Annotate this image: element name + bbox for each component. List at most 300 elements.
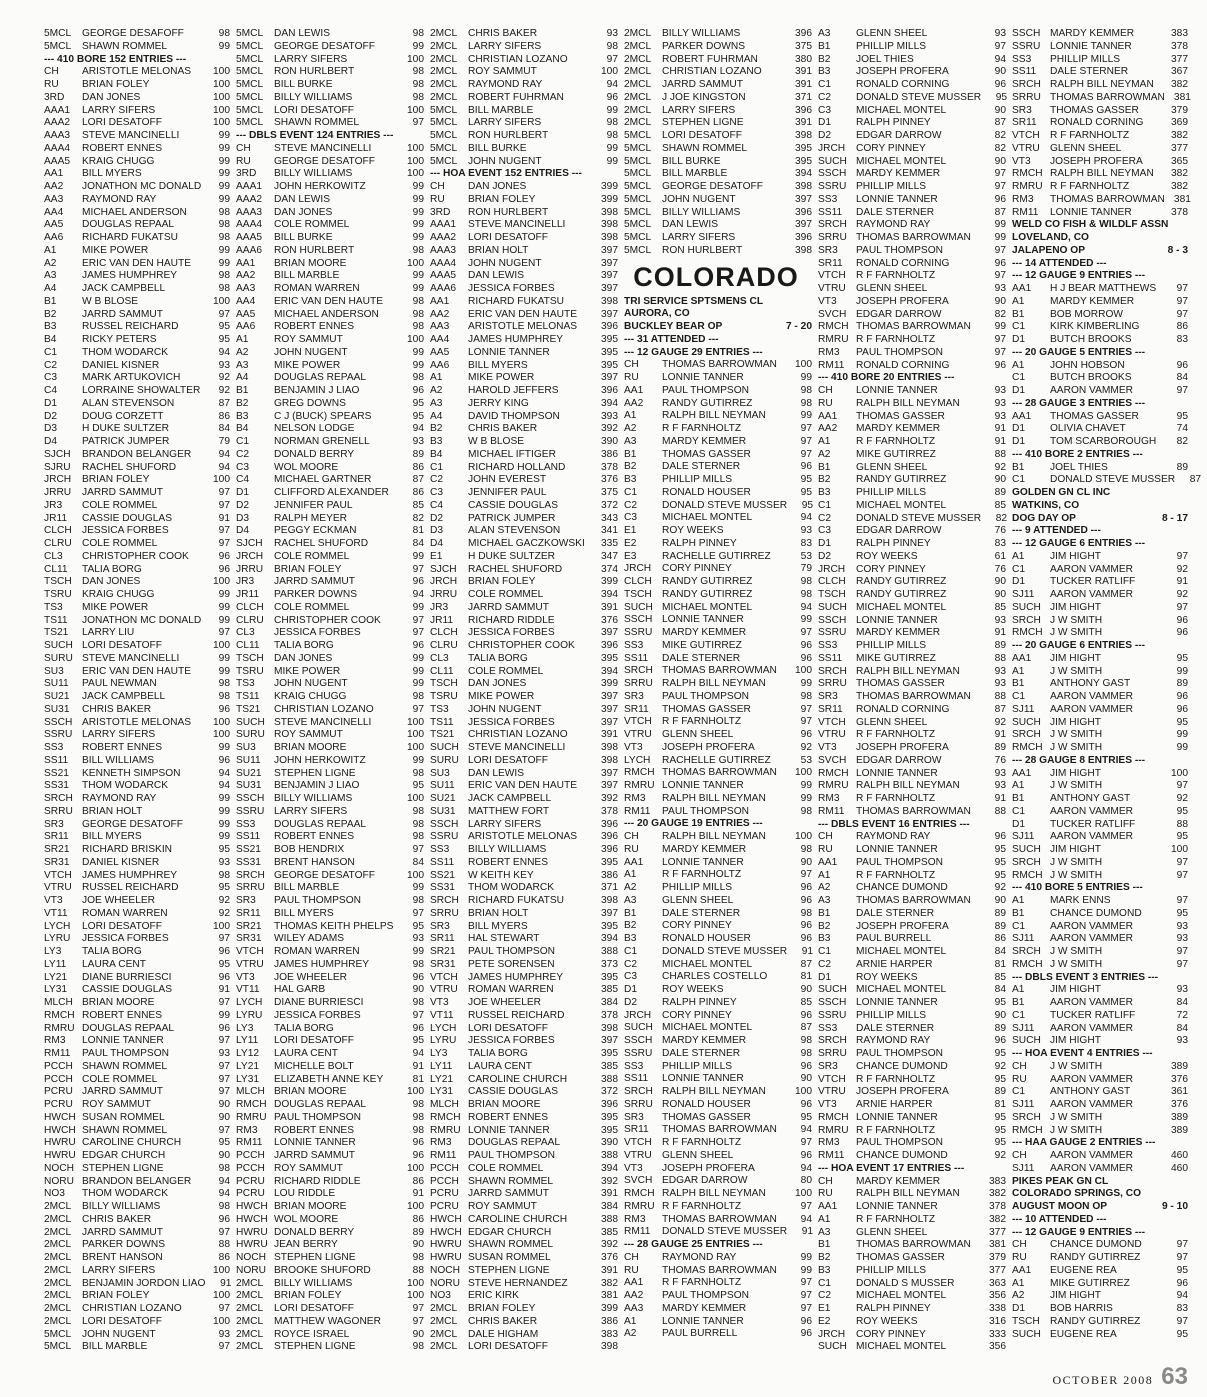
score: 100	[213, 117, 230, 129]
result-row	[44, 500, 236, 513]
class-code: D2	[818, 550, 832, 562]
class-code: C1	[818, 499, 832, 511]
score: 398	[795, 244, 812, 256]
result-row	[44, 564, 236, 577]
result-row	[430, 576, 624, 589]
result-row	[430, 1316, 624, 1329]
score: 397	[795, 193, 812, 205]
score: 396	[795, 28, 812, 39]
result-row	[624, 79, 818, 92]
class-code: SJCH	[236, 538, 263, 549]
shooter-name: AARON VAMMER	[1050, 1073, 1134, 1085]
shooter-name: RANDY GUTIRREZ	[662, 576, 753, 587]
result-row	[236, 844, 430, 857]
shooter-name: RONALD HOUSER	[662, 933, 751, 944]
shooter-name: DALE STERNER	[662, 461, 741, 473]
result-row	[236, 1137, 430, 1150]
score: 392	[601, 423, 618, 435]
shooter-name: AARON VAMMER	[1050, 1162, 1134, 1174]
result-row	[430, 1265, 624, 1278]
class-code: D1	[1012, 385, 1026, 396]
result-row	[44, 576, 236, 589]
shooter-name: DALE STERNER	[662, 1047, 741, 1059]
score: 395	[601, 1048, 618, 1059]
shooter-name: JOHN HOBSON	[1050, 359, 1125, 371]
class-code: TS3	[236, 678, 255, 690]
class-code: A2	[818, 448, 831, 460]
class-code: RMCH	[44, 1009, 75, 1021]
class-code: VTRU	[1012, 142, 1040, 154]
shooter-name: JIM HIGHT	[1050, 652, 1101, 664]
result-row	[430, 564, 624, 577]
result-row	[44, 258, 236, 271]
score: 81	[800, 971, 812, 983]
shooter-name: JOSEPH PROFERA	[856, 66, 949, 78]
result-row	[236, 219, 430, 232]
score: 99	[1176, 742, 1188, 753]
result-row	[1012, 691, 1194, 704]
class-code: A1	[624, 410, 637, 422]
score: 99	[606, 104, 618, 116]
shooter-name: JEAN BERRY	[274, 1239, 338, 1251]
score: 92	[994, 716, 1006, 728]
shooter-name: DONALD STEVE MUSSER	[662, 1226, 788, 1238]
shooter-name: BRIAN FOLEY	[82, 1290, 150, 1302]
shooter-name: DAN LEWIS	[274, 193, 331, 205]
shooter-name: LARRY SIFERS	[662, 232, 736, 243]
score: 94	[412, 423, 424, 435]
result-row	[624, 997, 818, 1010]
shooter-name: JIM HIGHT	[1050, 601, 1101, 613]
score: 99	[218, 601, 230, 613]
shooter-name: ARISTOTLE MELONAS	[82, 66, 192, 78]
score: 83	[1176, 1303, 1188, 1314]
score: 83	[800, 537, 812, 549]
class-code: 2MCL	[430, 28, 458, 39]
result-row	[430, 258, 624, 271]
shooter-name: JOSEPH PROFERA	[1050, 155, 1143, 167]
result-row	[430, 933, 624, 946]
score: 94	[606, 79, 618, 90]
score: 100	[407, 168, 424, 180]
shooter-name: PAUL THOMPSON	[274, 1111, 361, 1123]
score: 87	[800, 958, 812, 970]
class-code: SUCH	[818, 984, 847, 996]
class-code: 2MCL	[624, 28, 652, 39]
score: 372	[601, 1086, 618, 1098]
score: 90	[994, 155, 1006, 167]
score: 384	[601, 997, 618, 1008]
shooter-name: SUSAN ROMMEL	[82, 1111, 165, 1123]
shooter-name: ALAN STEVENSON	[468, 525, 561, 537]
score: 338	[989, 1303, 1006, 1314]
shooter-name: COLE ROMMEL	[274, 601, 350, 613]
score: 93	[606, 28, 618, 39]
result-row	[624, 423, 818, 436]
result-row	[624, 653, 818, 666]
shooter-name: RAYMOND RAY	[662, 1251, 737, 1263]
class-code: SS3	[818, 193, 838, 205]
shooter-name: MATTHEW WAGONER	[274, 1315, 381, 1327]
score: 391	[795, 79, 812, 90]
result-row	[818, 717, 1012, 730]
score: 97	[412, 703, 424, 715]
result-row	[1012, 1035, 1194, 1048]
class-code: RMCH	[624, 1188, 655, 1199]
shooter-name: BILL WILLIAMS	[82, 754, 155, 766]
score: 99	[412, 754, 424, 766]
class-code: CLCH	[44, 525, 72, 537]
section-heading	[1012, 1227, 1194, 1240]
result-row	[624, 920, 818, 933]
score: 90	[994, 589, 1006, 600]
result-row	[430, 1125, 624, 1138]
score: 397	[601, 1035, 618, 1047]
shooter-name: JIM HIGHT	[1050, 1035, 1101, 1047]
score: 84	[1176, 372, 1188, 384]
score: 98	[218, 691, 230, 702]
shooter-name: ROBERT ENNES	[274, 1124, 355, 1136]
score: 398	[601, 232, 618, 243]
shooter-name: PAUL BURRELL	[662, 1328, 738, 1340]
shooter-name: DALE STERNER	[662, 652, 741, 664]
result-row	[430, 1201, 624, 1214]
score: 97	[218, 1035, 230, 1047]
score: 99	[800, 614, 812, 626]
score: 396	[795, 232, 812, 243]
class-code: SU31	[44, 703, 70, 715]
result-row	[430, 143, 624, 156]
shooter-name: LORI DESATOFF	[82, 117, 163, 129]
shooter-name: BRIAN MOORE	[274, 257, 347, 269]
class-code: PCRU	[430, 1188, 459, 1200]
shooter-name: RACHEL SHUFORD	[468, 563, 563, 575]
result-row	[236, 474, 430, 487]
result-row	[430, 411, 624, 424]
score: 96	[218, 1213, 230, 1225]
result-row	[624, 691, 818, 704]
score: 85	[994, 971, 1006, 983]
result-row	[818, 780, 1012, 793]
score: 378	[1171, 40, 1188, 52]
score: 95	[218, 882, 230, 894]
score: 381	[1173, 91, 1191, 103]
result-row	[236, 972, 430, 985]
score: 95	[994, 856, 1006, 868]
class-code: SRCH	[1012, 1111, 1041, 1123]
score: 98	[218, 1201, 230, 1212]
class-code: SSCH	[236, 793, 265, 804]
class-code: VT3	[44, 895, 63, 906]
class-code: A1	[430, 372, 443, 384]
shooter-name: CHRISTIAN LOZANO	[662, 66, 762, 78]
result-row	[1012, 105, 1194, 118]
class-code: AA1	[236, 257, 256, 269]
shooter-name: JOEL THIES	[1050, 461, 1108, 473]
shooter-name: JESSICA FORBES	[274, 627, 361, 639]
result-row	[624, 1124, 818, 1137]
shooter-name: RICHARD RIDDLE	[274, 1175, 361, 1187]
class-code: C3	[818, 525, 832, 537]
class-code: SSRU	[236, 805, 265, 817]
score: 98	[218, 1162, 230, 1174]
result-row	[44, 666, 236, 679]
shooter-name: KIRK KIMBERLING	[1050, 321, 1140, 333]
class-code: AAA2	[430, 232, 457, 243]
result-row	[44, 487, 236, 500]
class-code: SSCH	[818, 614, 847, 626]
score: 96	[994, 193, 1006, 205]
result-row	[1012, 411, 1194, 424]
score: 382	[1171, 130, 1188, 141]
shooter-name: BENJAMIN JORDON LIAO	[82, 1277, 206, 1289]
result-row	[624, 729, 818, 742]
result-row	[818, 1086, 1012, 1099]
shooter-name: LARRY SIFERS	[82, 1264, 156, 1276]
class-code: JR3	[44, 499, 63, 511]
result-row	[1012, 92, 1194, 105]
score: 395	[601, 652, 618, 664]
class-code: A2	[236, 346, 249, 358]
class-code: A1	[1012, 665, 1025, 677]
class-code: SR3	[624, 690, 644, 702]
result-row	[44, 946, 236, 959]
result-row	[44, 806, 236, 819]
class-code: TSCH	[430, 678, 458, 690]
score: 385	[601, 984, 618, 996]
result-row	[236, 500, 430, 513]
class-code: RMRU	[818, 334, 849, 345]
shooter-name: GLENN SHEEL	[856, 716, 928, 728]
result-row	[236, 41, 430, 54]
result-row	[430, 423, 624, 436]
class-code: RM3	[818, 1137, 840, 1149]
score: 367	[1171, 66, 1188, 78]
score: 90	[800, 856, 812, 868]
result-row	[624, 895, 818, 908]
result-row	[430, 946, 624, 959]
shooter-name: JIM HIGHT	[1050, 984, 1101, 996]
shooter-name: ROMAN WARREN	[274, 283, 360, 294]
result-row	[624, 245, 818, 258]
shooter-name: GEORGE DESAFOFF	[82, 28, 184, 39]
shooter-name: PATRICK JUMPER	[468, 512, 556, 524]
shooter-name: DALE STERNER	[662, 907, 741, 919]
class-code: AAA4	[44, 142, 71, 154]
result-row	[44, 474, 236, 487]
class-code: NO3	[44, 1188, 65, 1200]
class-code: VT3	[1012, 155, 1031, 167]
result-row	[44, 844, 236, 857]
shooter-name: JOHN HERKOWITZ	[274, 754, 366, 766]
score: 97	[994, 40, 1006, 52]
score: 98	[412, 1099, 424, 1110]
score: 97	[606, 53, 618, 65]
class-code: TSCH	[624, 588, 652, 600]
result-row	[236, 1074, 430, 1087]
class-code: SUCH	[818, 155, 847, 167]
shooter-name: BILL MARBLE	[82, 1341, 148, 1353]
section-heading	[1012, 1214, 1194, 1227]
class-code: D1	[1012, 1303, 1026, 1314]
shooter-name: RALPH BILL NEYMAN	[856, 1188, 960, 1200]
class-code: SSRU	[818, 627, 847, 639]
score: 81	[412, 525, 424, 537]
class-code: SSCH	[44, 716, 73, 728]
result-row	[430, 1227, 624, 1240]
score: 99	[800, 792, 812, 804]
result-row	[818, 105, 1012, 118]
score: 388	[601, 1150, 618, 1161]
class-code: AA2	[624, 397, 644, 409]
class-code: SJ11	[1012, 831, 1035, 843]
class-code: RU	[624, 372, 639, 383]
shooter-name: LORI DESATOFF	[82, 920, 163, 932]
result-row	[236, 411, 430, 424]
shooter-name: THOM WODARCK	[82, 780, 169, 792]
class-code: JRCH	[818, 563, 846, 575]
shooter-name: CORY PINNEY	[856, 1328, 926, 1340]
class-code: JR3	[236, 576, 255, 588]
class-code: AA2	[624, 1290, 644, 1301]
result-row	[236, 691, 430, 704]
shooter-name: LORI DESATOFF	[274, 1035, 355, 1047]
shooter-name: THOMAS BARROWMAN	[1050, 91, 1165, 103]
class-code: 2MCL	[44, 1239, 72, 1251]
shooter-name: MICHAEL MONTEL	[856, 946, 947, 957]
class-code: CH	[430, 181, 445, 192]
class-code: SS31	[44, 780, 69, 792]
club-info-text: DOG DAY OP	[1012, 512, 1076, 524]
shooter-name: BUTCH BROOKS	[1050, 372, 1132, 384]
class-code: NOCH	[430, 1264, 460, 1276]
shooter-name: MARDY KEMMER	[662, 627, 747, 638]
score: 383	[1171, 28, 1188, 39]
class-code: RMCH	[818, 321, 849, 333]
shooter-name: STEPHEN LIGNE	[274, 1341, 356, 1353]
class-code: 2MCL	[44, 1290, 72, 1302]
score: 398	[601, 206, 618, 218]
score: 86	[412, 1213, 424, 1225]
class-code: SSRU	[44, 729, 73, 741]
shooter-name: AARON VAMMER	[1050, 563, 1134, 575]
class-code: TSCH	[44, 576, 72, 588]
shooter-name: TUCKER RATLIFF	[1050, 818, 1136, 830]
results-column	[818, 28, 1012, 1354]
shooter-name: ROY SAMMUT	[274, 729, 343, 741]
class-code: AAA4	[430, 257, 457, 269]
class-code: RM11	[818, 1150, 845, 1161]
score: 99	[218, 40, 230, 52]
result-row	[430, 296, 624, 309]
result-row	[430, 589, 624, 602]
result-row	[818, 602, 1012, 615]
class-code: RMCH	[430, 1111, 461, 1123]
class-code: PCCH	[44, 1060, 73, 1072]
shooter-name: ANTHONY GAST	[1050, 678, 1131, 690]
section-heading	[1012, 640, 1194, 653]
shooter-name: RONALD CORNING	[856, 79, 950, 90]
result-row	[236, 1252, 430, 1265]
results-column	[236, 28, 430, 1354]
class-code: 5MCL	[624, 181, 652, 192]
shooter-name: MARDY KEMMER	[662, 1035, 747, 1046]
result-row	[818, 194, 1012, 207]
score: 98	[412, 958, 424, 970]
shooter-name: COLE ROMMEL	[82, 538, 158, 549]
result-row	[1012, 130, 1194, 143]
class-code: RM3	[818, 793, 840, 804]
shooter-name: CAROLINE CHURCH	[468, 1213, 568, 1225]
score: 99	[994, 219, 1006, 231]
class-code: VT3	[236, 971, 255, 983]
class-code: TSCH	[1012, 1315, 1040, 1327]
score: 93	[1176, 920, 1188, 932]
shooter-name: JOHN NUGENT	[468, 703, 542, 715]
score: 397	[601, 703, 618, 715]
score: 92	[1176, 563, 1188, 575]
score: 91	[1176, 576, 1188, 588]
result-row	[1012, 1112, 1194, 1125]
class-code: LY31	[236, 1073, 260, 1085]
score: 98	[412, 321, 424, 333]
class-code: NOCH	[44, 1162, 74, 1174]
score: 377	[989, 1264, 1006, 1276]
class-code: B2	[624, 920, 637, 932]
shooter-name: DIANE BURRIESCI	[82, 971, 172, 983]
shooter-name: COLE ROMMEL	[274, 219, 350, 231]
result-row	[236, 283, 430, 296]
result-row	[818, 156, 1012, 169]
result-row	[236, 487, 430, 500]
shooter-name: CHRIS BAKER	[468, 28, 538, 39]
score: 93	[218, 856, 230, 868]
score: 84	[412, 538, 424, 549]
score: 91	[994, 627, 1006, 639]
score: 100	[213, 91, 230, 103]
shooter-name: THOMAS BARROWMAN	[662, 1124, 777, 1136]
score: 99	[800, 678, 812, 689]
result-row	[818, 831, 1012, 844]
score: 394	[795, 168, 812, 180]
result-row	[818, 576, 1012, 589]
score: 99	[800, 780, 812, 791]
result-row	[430, 513, 624, 526]
class-code: SSCH	[624, 614, 653, 626]
score: 53	[800, 754, 812, 766]
score: 86	[218, 410, 230, 422]
section-heading	[44, 54, 236, 67]
score: 90	[218, 1099, 230, 1110]
result-row	[624, 410, 818, 423]
class-code: 2MCL	[44, 1201, 72, 1212]
score: 97	[800, 448, 812, 460]
shooter-name: JAMES HUMPHREY	[468, 971, 564, 983]
result-row	[44, 525, 236, 538]
class-code: A3	[236, 359, 249, 371]
class-code: SUCH	[818, 601, 847, 613]
score: 99	[800, 372, 812, 383]
shooter-name: BOB HARRIS	[1050, 1303, 1113, 1314]
result-row	[430, 130, 624, 143]
shooter-name: R F FARNHOLTZ	[662, 1277, 742, 1289]
section-heading-text: --- DBLS EVENT 3 ENTRIES ---	[1012, 971, 1159, 983]
shooter-name: ROYCE ISRAEL	[274, 1328, 350, 1340]
class-code: 2MCL	[430, 53, 458, 65]
shooter-name: EDGAR DARROW	[856, 308, 942, 320]
shooter-name: PHILLIP MILLS	[856, 181, 927, 192]
result-row	[818, 857, 1012, 870]
